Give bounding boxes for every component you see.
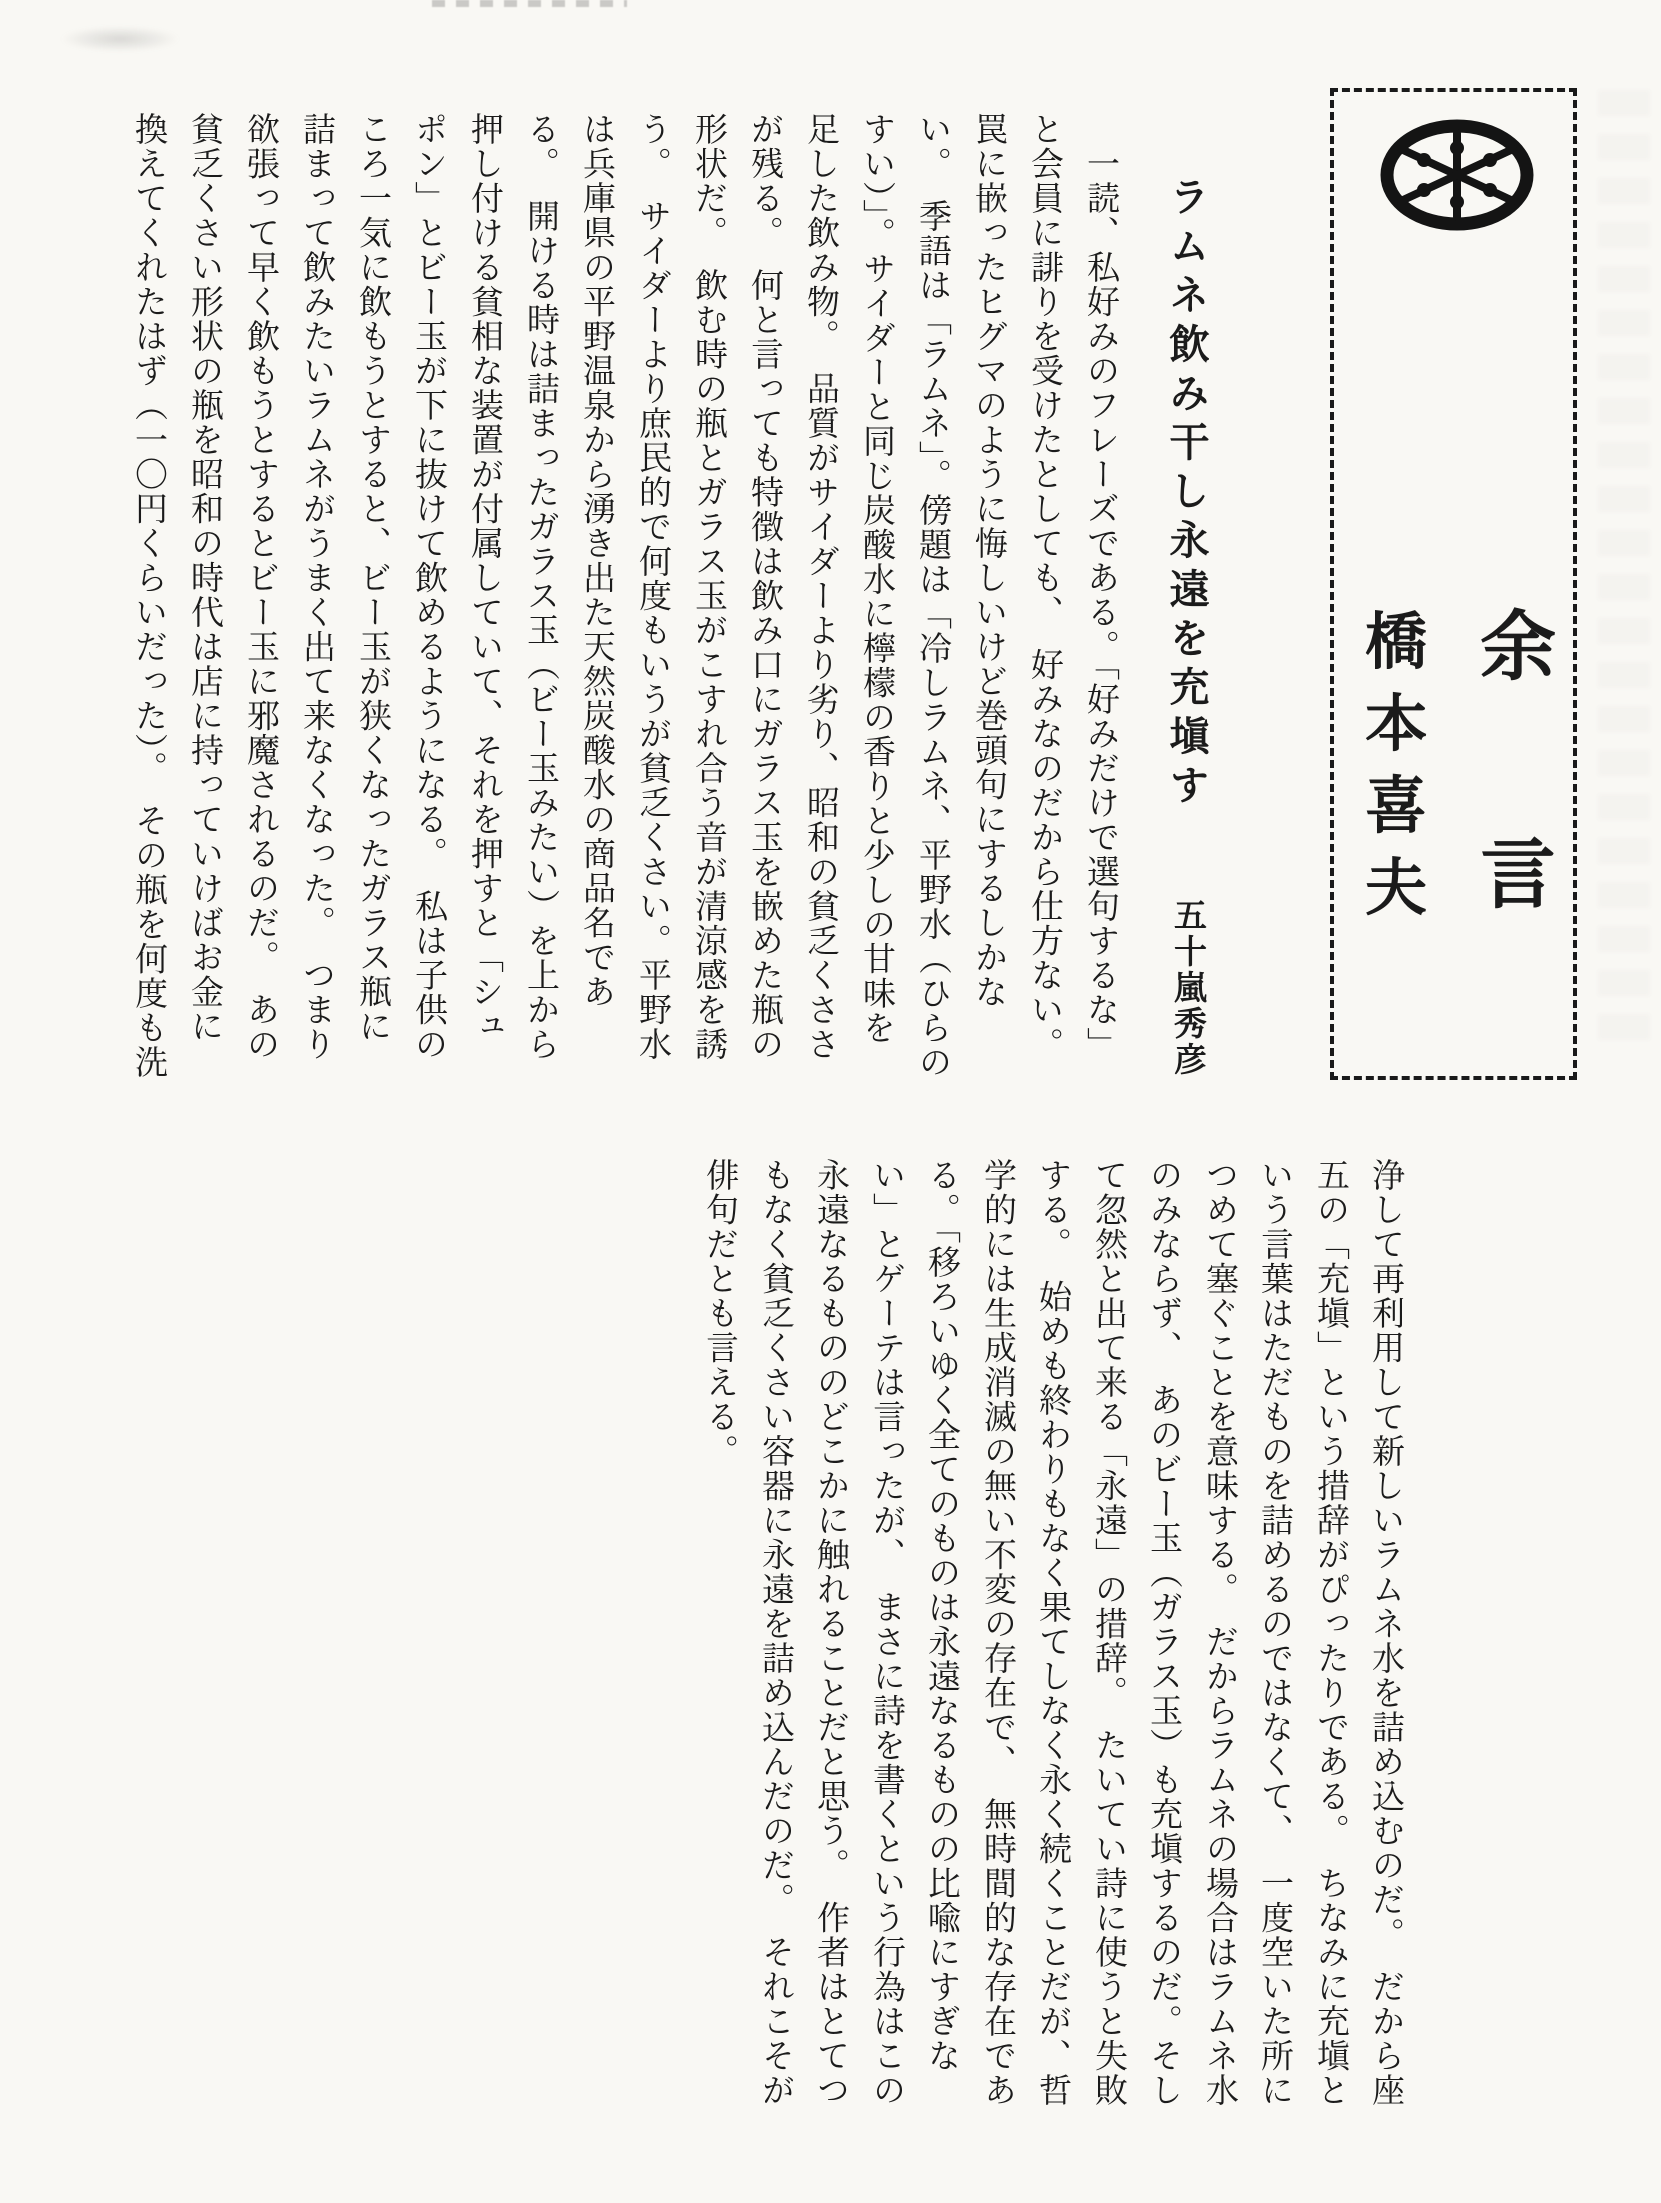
- essay-column: 足した飲み物。 品質がサイダーより劣り、昭和の貧乏くささ: [802, 112, 838, 1062]
- reverse-page-bleedthrough: [1598, 90, 1650, 1050]
- author-char: 夫: [1364, 855, 1427, 923]
- essay-column: 学的には生成消滅の無い不変の存在で、 無時間的な存在であ: [979, 1158, 1015, 2108]
- essay-column: 貧乏くさい形状の瓶を昭和の時代は店に持っていけばお金に: [186, 112, 222, 1044]
- author-char: 橋: [1364, 609, 1427, 677]
- essay-column: もなく貧乏くさい容器に永遠を詰め込んだのだ。 それこそが: [757, 1158, 793, 2108]
- haiku-headline: ラムネ飲み干し永遠を充塡す: [1164, 176, 1208, 813]
- essay-column: する。 始めも終わりもなく果てしなく永く続くことだが、哲: [1034, 1158, 1070, 2108]
- essay-column: る。「移ろいゆく全てのものは永遠なるものの比喩にすぎな: [923, 1158, 959, 2073]
- essay-column: 罠に嵌ったヒグマのように悔しいけど巻頭句にするしかな: [970, 112, 1006, 1009]
- column-title: [1478, 606, 1558, 918]
- essay-column: る。 開ける時は詰まったガラス玉（ビー玉みたい）を上から: [522, 112, 558, 1062]
- page-edge-print-artifact: [432, 0, 627, 7]
- essay-column: 一読、私好みのフレーズである。「好みだけで選句するな」: [1082, 112, 1118, 1062]
- essay-column: て忽然と出て来る「永遠」の措辞。 たいてい詩に使うと失敗: [1090, 1158, 1126, 2108]
- author-char: 喜: [1364, 773, 1427, 841]
- essay-column: ころ一気に飲もうとすると、ビー玉が狭くなったガラス瓶に: [354, 112, 390, 1044]
- essay-column: のみならず、 あのビー玉（ガラス玉）も充塡するのだ。そし: [1145, 1158, 1181, 2108]
- essay-column: 詰まって飲みたいラムネがうまく出て来なくなった。 つまり: [298, 112, 334, 1062]
- title-char: 余: [1480, 606, 1556, 690]
- column-author: [1360, 609, 1432, 923]
- essay-column: 俳句だとも言える。: [701, 1158, 737, 1469]
- essay-column: つめて塞ぐことを意味する。 だからラムネの場合はラムネ水: [1201, 1158, 1237, 2108]
- essay-column: は兵庫県の平野温泉から湧き出た天然炭酸水の商品名であ: [578, 112, 614, 1009]
- essay-column: 五の「充塡」という措辞がぴったりである。 ちなみに充塡と: [1312, 1158, 1348, 2108]
- essay-column: いう言葉はただものを詰めるのではなくて、 一度空いた所に: [1256, 1158, 1292, 2108]
- essay-column: ポン」とビー玉が下に抜けて飲めるようになる。 私は子供の: [410, 112, 446, 1062]
- snake-wheel-emblem-icon: [1377, 117, 1537, 233]
- essay-column: すい）」。サイダーと同じ炭酸水に檸檬の香りと少しの甘味を: [858, 112, 894, 1045]
- title-char: 言: [1480, 834, 1556, 918]
- essay-column: い」とゲーテは言ったが、 まさに詩を書くという行為はこの: [868, 1158, 904, 2108]
- essay-column: 浄して再利用して新しいラムネ水を詰め込むのだ。 だから座: [1367, 1158, 1403, 2108]
- essay-column: 欲張って早く飲もうとするとビー玉に邪魔されるのだ。 あの: [242, 112, 278, 1062]
- scan-smudge: [60, 26, 180, 52]
- author-char: 本: [1364, 691, 1427, 759]
- essay-column: う。 サイダーより庶民的で何度もいうが貧乏くさい。平野水: [634, 112, 670, 1062]
- essay-column: 押し付ける貧相な装置が付属していて、それを押すと「シュ: [466, 112, 502, 1044]
- haiku-poet-name: 五十嵐秀彦: [1170, 898, 1207, 1078]
- essay-column: 換えてくれたはず（一〇円くらいだった）。 その瓶を何度も洗: [130, 112, 166, 1080]
- essay-column: 永遠なるもののどこかに触れることだと思う。 作者はとてつ: [812, 1158, 848, 2108]
- essay-column: が残る。 何と言っても特徴は飲み口にガラス玉を嵌めた瓶の: [746, 112, 782, 1062]
- essay-column: と会員に誹りを受けたとしても、 好みなのだから仕方ない。: [1026, 112, 1062, 1062]
- essay-column: い。 季語は「ラムネ」。傍題は「冷しラムネ、平野水（ひらの: [914, 112, 950, 1080]
- column-title-box: [1330, 88, 1577, 1080]
- essay-column: 形状だ。 飲む時の瓶とガラス玉がこすれ合う音が清涼感を誘: [690, 112, 726, 1062]
